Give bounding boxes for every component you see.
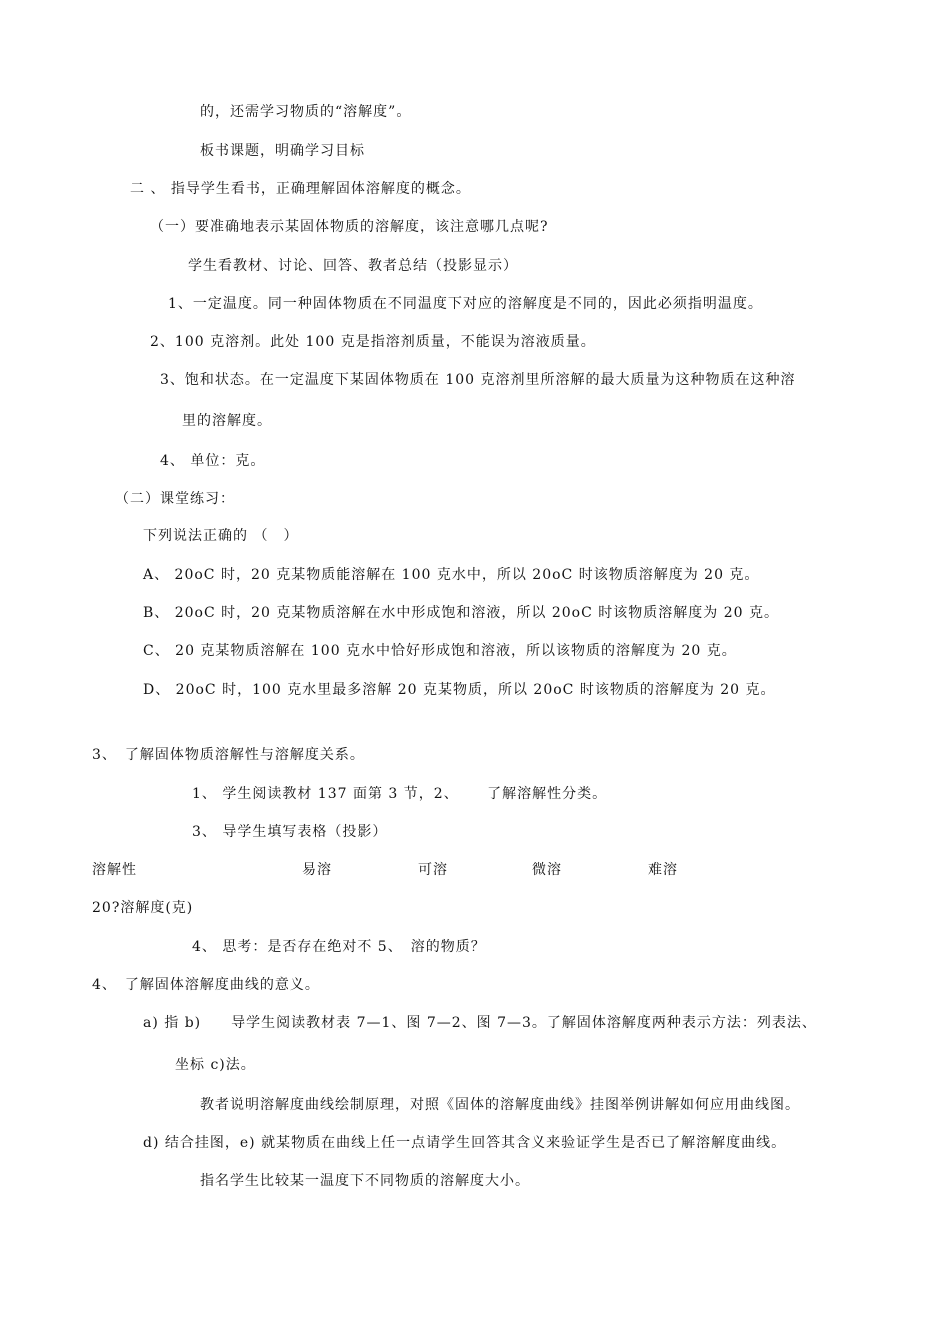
list-item: a) 指 b) 导学生阅读教材表 7—1、图 7—2、图 7—3。了解固体溶解度两种表示方法：列表法、 [143, 1015, 817, 1031]
subsection-heading: （一）要准确地表示某固体物质的溶解度，该注意哪几点呢? [150, 219, 549, 235]
paragraph-line: 教者说明溶解度曲线绘制原理，对照《固体的溶解度曲线》挂图举例讲解如何应用曲线图。 [200, 1097, 800, 1113]
table-header-cell: 微溶 [532, 862, 562, 878]
paragraph-line: 的，还需学习物质的“溶解度”。 [200, 104, 412, 120]
list-item: 3、 导学生填写表格（投影） [192, 824, 388, 840]
table-header-cell: 溶解性 [92, 862, 137, 878]
paragraph-line: 坐标 c)法。 [175, 1057, 256, 1073]
section-heading: 二 、 指导学生看书，正确理解固体溶解度的概念。 [130, 181, 471, 197]
paragraph-line: 板书课题，明确学习目标 [200, 143, 365, 159]
section-heading: 3、 了解固体物质溶解性与溶解度关系。 [92, 747, 365, 763]
section-heading: 4、 了解固体溶解度曲线的意义。 [92, 977, 320, 993]
list-item: 2、100 克溶剂。此处 100 克是指溶剂质量，不能误为溶液质量。 [150, 334, 596, 350]
paragraph-line: 指名学生比较某一温度下不同物质的溶解度大小。 [200, 1173, 530, 1189]
table-row-label: 20?溶解度(克) [92, 900, 194, 916]
choice-b: B、 20oC 时，20 克某物质溶解在水中形成饱和溶液，所以 20oC 时该物质溶解度为 20 克。 [143, 605, 779, 621]
paragraph-line: 学生看教材、讨论、回答、教者总结（投影显示） [188, 258, 518, 274]
table-header-cell: 难溶 [648, 862, 678, 878]
question-stem: 下列说法正确的 （ ） [143, 528, 299, 544]
paragraph-line: 里的溶解度。 [182, 413, 272, 429]
list-item: 4、 单位：克。 [160, 453, 266, 469]
table-header-cell: 可溶 [418, 862, 448, 878]
subsection-heading: （二）课堂练习： [115, 491, 235, 507]
list-item: 4、 思考：是否存在绝对不 5、 溶的物质？ [192, 939, 486, 955]
list-item: 1、一定温度。同一种固体物质在不同温度下对应的溶解度是不同的，因此必须指明温度。 [168, 296, 763, 312]
list-item: 1、 学生阅读教材 137 面第 3 节，2、 了解溶解性分类。 [192, 786, 608, 802]
list-item: d) 结合挂图，e) 就某物质在曲线上任一点请学生回答其含义来验证学生是否已了解溶解度曲线。 [143, 1135, 787, 1151]
choice-a: A、 20oC 时，20 克某物质能溶解在 100 克水中，所以 20oC 时该物质溶解度为 20 克。 [143, 567, 760, 583]
choice-c: C、 20 克某物质溶解在 100 克水中恰好形成饱和溶液，所以该物质的溶解度为 20 克。 [143, 643, 737, 659]
choice-d: D、 20oC 时，100 克水里最多溶解 20 克某物质，所以 20oC 时该物质的溶解度为 20 克。 [143, 682, 776, 698]
table-header-cell: 易溶 [302, 862, 332, 878]
list-item: 3、饱和状态。在一定温度下某固体物质在 100 克溶剂里所溶解的最大质量为这种物质在这种溶 [160, 372, 796, 388]
